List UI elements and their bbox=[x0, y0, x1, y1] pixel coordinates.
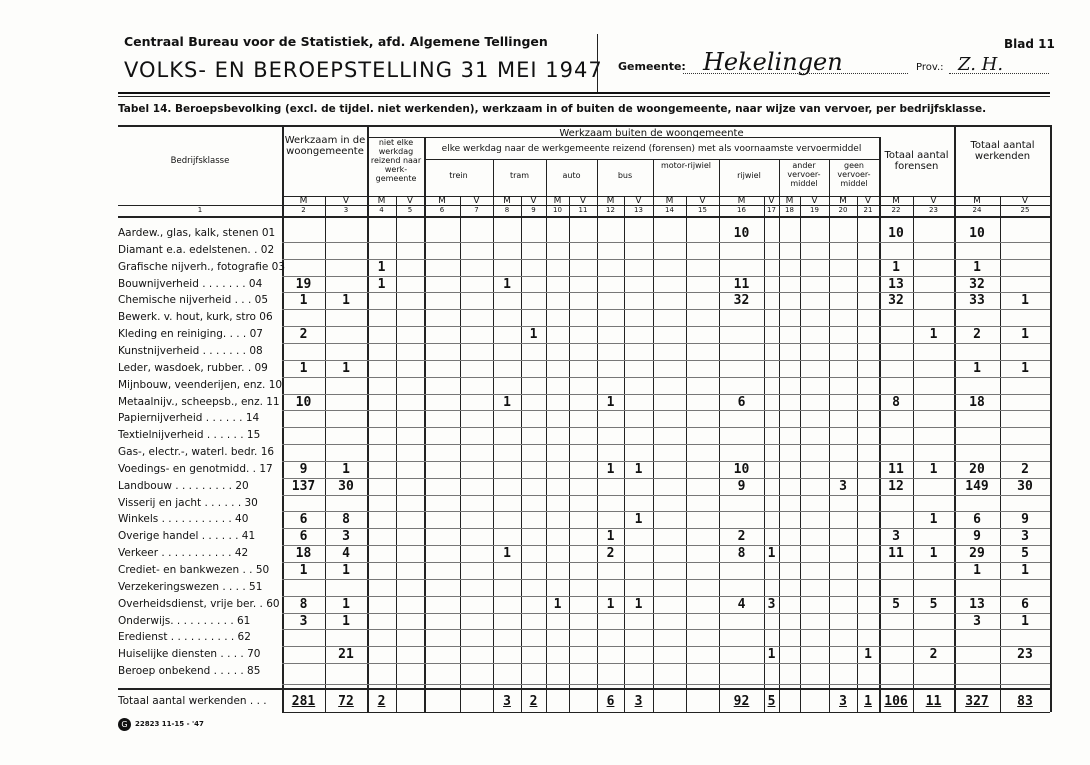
colnum: 20 bbox=[838, 206, 848, 214]
cell-value: 33 bbox=[969, 293, 985, 309]
row-label: Visserij en jacht . . . . . . 30 bbox=[118, 496, 258, 509]
total-value: 72 bbox=[338, 694, 354, 709]
header-m: M bbox=[438, 196, 446, 206]
row-label: Aardew., glas, kalk, stenen 01 bbox=[118, 227, 276, 239]
total-value: 83 bbox=[1017, 694, 1033, 709]
cell-value: 3 bbox=[892, 529, 900, 545]
row-label: Mijnbouw, veenderijen, enz. 10 bbox=[118, 378, 283, 391]
gemeente-label: Gemeente: bbox=[618, 60, 686, 73]
total-value: 3 bbox=[839, 694, 847, 709]
header-mode-geen: geen vervoer-middel bbox=[837, 161, 871, 188]
col-line bbox=[521, 196, 522, 712]
row-rule bbox=[282, 613, 1050, 614]
colnum: 15 bbox=[698, 206, 707, 214]
cell-value: 1 bbox=[1021, 327, 1029, 343]
row-rule bbox=[282, 579, 1050, 580]
header-mode-tram: tram bbox=[509, 171, 530, 180]
row-rule bbox=[282, 528, 1050, 529]
footer-logo: G bbox=[118, 718, 131, 731]
cell-value: 1 bbox=[606, 394, 615, 410]
cell-value: 1 bbox=[503, 394, 511, 410]
colnum: 12 bbox=[606, 206, 615, 214]
row-label: Diamant e.a. edelstenen. . 02 bbox=[118, 243, 275, 256]
header-divider bbox=[597, 34, 598, 92]
total-bottom-rule bbox=[282, 712, 1050, 713]
col-line bbox=[460, 196, 461, 712]
cell-value: 1 bbox=[299, 293, 308, 309]
header-m: M bbox=[785, 196, 794, 206]
cell-value: 1 bbox=[973, 360, 981, 376]
cell-value: 1 bbox=[377, 259, 386, 275]
cell-value: 10 bbox=[733, 226, 750, 241]
header-v: V bbox=[768, 196, 775, 206]
body-bottom-rule bbox=[282, 684, 1050, 685]
cell-value: 1 bbox=[864, 647, 872, 663]
gemeente-underline bbox=[683, 73, 908, 74]
total-value: 106 bbox=[884, 694, 908, 709]
cell-value: 1 bbox=[299, 563, 308, 578]
prov-value: Z. H. bbox=[958, 54, 1004, 75]
col-line bbox=[569, 196, 570, 712]
cell-value: 1 bbox=[892, 259, 900, 275]
row-label: Voedings- en genotmidd. . 17 bbox=[118, 462, 273, 475]
cell-value: 10 bbox=[969, 226, 985, 241]
row-label: Eredienst . . . . . . . . . . 62 bbox=[118, 631, 251, 644]
cell-value: 29 bbox=[969, 546, 985, 562]
header-m: M bbox=[606, 196, 615, 206]
cell-value: 9 bbox=[737, 478, 746, 494]
total-label: Totaal aantal werkenden . . . bbox=[118, 695, 267, 707]
cell-value: 1 bbox=[342, 461, 350, 477]
cell-value: 20 bbox=[969, 461, 985, 477]
cell-value: 1 bbox=[767, 546, 776, 562]
cell-value: 3 bbox=[839, 478, 847, 494]
row-rule bbox=[282, 663, 1050, 664]
colnum: 8 bbox=[504, 206, 510, 214]
row-label: Onderwijs. . . . . . . . . . 61 bbox=[118, 614, 251, 627]
row-label: Metaalnijv., scheepsb., enz. 11 bbox=[118, 395, 280, 408]
cell-value: 149 bbox=[965, 478, 989, 494]
cell-value: 4 bbox=[342, 546, 350, 562]
header-mode-motor: motor-rijwiel bbox=[660, 161, 712, 170]
cell-value: 1 bbox=[973, 563, 981, 578]
col-line bbox=[396, 196, 397, 712]
cell-value: 1 bbox=[503, 276, 511, 292]
header-v: V bbox=[579, 196, 587, 206]
form-title: VOLKS- EN BEROEPSTELLING 31 MEI 1947 bbox=[124, 58, 603, 82]
cell-value: 8 bbox=[299, 596, 308, 612]
cell-value: 1 bbox=[342, 596, 350, 612]
header-elke-werkdag: elke werkdag naar de werkgemeente reizend (forensen) met als voornaamste vervoermiddel bbox=[441, 144, 862, 154]
row-rule bbox=[282, 377, 1050, 378]
header-niet-elke: niet elke werkdag reizend naar werk-gemeente bbox=[370, 138, 422, 183]
cell-value: 137 bbox=[291, 478, 316, 494]
total-value: 1 bbox=[864, 694, 872, 709]
total-value: 281 bbox=[291, 694, 316, 709]
cell-value: 8 bbox=[342, 512, 350, 528]
row-label: Landbouw . . . . . . . . . 20 bbox=[118, 479, 249, 492]
col-line bbox=[282, 125, 284, 712]
gemeente-value: Hekelingen bbox=[703, 48, 843, 76]
cell-value: 2 bbox=[299, 327, 308, 343]
colnum: 17 bbox=[767, 206, 776, 214]
colnum: 7 bbox=[474, 206, 479, 214]
header-mode-bus: bus bbox=[617, 171, 633, 180]
row-label: Bewerk. v. hout, kurk, stro 06 bbox=[118, 311, 273, 324]
col-line bbox=[1000, 196, 1001, 712]
cell-value: 32 bbox=[969, 276, 985, 292]
cell-value: 1 bbox=[606, 461, 615, 477]
header-m: M bbox=[299, 196, 308, 206]
cell-value: 1 bbox=[634, 461, 643, 477]
colnum: 14 bbox=[665, 206, 674, 214]
colnum: 21 bbox=[863, 206, 873, 214]
cell-value: 6 bbox=[299, 512, 308, 528]
cell-value: 9 bbox=[973, 529, 981, 545]
total-value: 92 bbox=[733, 694, 750, 709]
blad-number: Blad 11 bbox=[1004, 37, 1055, 51]
cell-value: 1 bbox=[503, 546, 511, 562]
colnum: 5 bbox=[407, 206, 413, 214]
row-rule bbox=[282, 478, 1050, 479]
cell-value: 4 bbox=[737, 596, 746, 612]
cell-value: 2 bbox=[973, 327, 981, 343]
colnum: 18 bbox=[785, 206, 794, 214]
header-v: V bbox=[1021, 196, 1029, 206]
cell-value: 1 bbox=[342, 563, 350, 578]
row-label: Crediet- en bankwezen . . 50 bbox=[118, 564, 270, 576]
cell-value: 32 bbox=[888, 293, 904, 309]
col-line bbox=[325, 196, 326, 712]
cell-value: 6 bbox=[299, 529, 308, 545]
cell-value: 3 bbox=[1021, 529, 1029, 545]
row-label: Chemische nijverheid . . . 05 bbox=[118, 294, 269, 307]
col-line bbox=[424, 137, 426, 712]
cell-value: 1 bbox=[1021, 360, 1029, 376]
cell-value: 3 bbox=[342, 529, 350, 545]
cell-value: 1 bbox=[634, 512, 643, 528]
row-label: Grafische nijverh., fotografie 03 bbox=[118, 260, 286, 273]
colnum-bottom-rule bbox=[118, 216, 1050, 218]
header-v: V bbox=[473, 196, 480, 206]
header-m: M bbox=[737, 196, 746, 206]
cell-value: 8 bbox=[737, 546, 746, 562]
prov-underline bbox=[949, 73, 1049, 74]
col-line bbox=[1050, 125, 1052, 712]
row-label: Bouwnijverheid . . . . . . . 04 bbox=[118, 277, 263, 290]
col-line bbox=[857, 196, 858, 712]
row-rule bbox=[282, 394, 1050, 395]
cell-value: 1 bbox=[929, 546, 938, 562]
row-label: Kunstnijverheid . . . . . . . 08 bbox=[118, 344, 263, 357]
cell-value: 6 bbox=[737, 394, 746, 410]
header-bedrijfsklasse: Bedrijfsklasse bbox=[170, 156, 230, 166]
cell-value: 1 bbox=[377, 276, 386, 292]
total-value: 2 bbox=[377, 694, 386, 709]
header-totaal-werkenden: Totaal aantal werkenden bbox=[970, 140, 1035, 163]
row-label: Beroep onbekend . . . . . 85 bbox=[118, 665, 261, 678]
row-rule bbox=[282, 629, 1050, 630]
cell-value: 1 bbox=[973, 259, 981, 275]
colnum: 23 bbox=[929, 206, 938, 214]
header-v: V bbox=[635, 196, 642, 206]
row-rule bbox=[282, 495, 1050, 496]
cell-value: 1 bbox=[342, 293, 350, 309]
row-rule bbox=[282, 427, 1050, 428]
cell-value: 1 bbox=[634, 596, 643, 612]
header-m: M bbox=[553, 196, 562, 206]
total-value: 6 bbox=[606, 694, 615, 709]
row-label: Huiselijke diensten . . . . 70 bbox=[118, 648, 261, 661]
col-line bbox=[913, 196, 914, 712]
prov-label: Prov.: bbox=[916, 62, 944, 73]
row-label: Winkels . . . . . . . . . . . 40 bbox=[118, 513, 249, 526]
cell-value: 18 bbox=[969, 394, 985, 410]
row-rule bbox=[282, 444, 1050, 445]
colnum: 24 bbox=[972, 206, 982, 214]
row-rule bbox=[282, 242, 1050, 243]
header-m: M bbox=[503, 196, 511, 206]
header-v: V bbox=[530, 196, 537, 206]
header-mode-auto: auto bbox=[562, 171, 581, 180]
total-value: 2 bbox=[529, 694, 538, 709]
cell-value: 19 bbox=[295, 276, 312, 292]
row-label: Kleding en reiniging. . . . 07 bbox=[118, 328, 263, 341]
cell-value: 1 bbox=[529, 327, 538, 343]
total-top-rule bbox=[118, 688, 1050, 690]
cell-value: 1 bbox=[606, 596, 615, 612]
header-v: V bbox=[406, 196, 414, 206]
cell-value: 1 bbox=[767, 647, 776, 663]
table-top-rule bbox=[118, 125, 1050, 127]
footer-code: 22823 11-15 - '47 bbox=[135, 720, 204, 728]
cell-value: 1 bbox=[1021, 613, 1029, 629]
header-m: M bbox=[839, 196, 847, 206]
cell-value: 11 bbox=[888, 546, 904, 562]
cell-value: 9 bbox=[299, 461, 308, 477]
colnum: 2 bbox=[301, 206, 306, 214]
header-v: V bbox=[864, 196, 872, 206]
cell-value: 12 bbox=[888, 478, 904, 494]
cell-value: 30 bbox=[338, 478, 354, 494]
col-line bbox=[686, 196, 687, 712]
colnum: 1 bbox=[197, 206, 203, 214]
header-v: V bbox=[811, 196, 818, 206]
cell-value: 18 bbox=[295, 546, 312, 562]
colnum: 4 bbox=[379, 206, 384, 214]
colnum: 13 bbox=[634, 206, 643, 214]
row-label: Verzekeringswezen . . . . 51 bbox=[118, 580, 263, 593]
header-mode-ander: ander vervoer-middel bbox=[787, 161, 821, 188]
total-value: 3 bbox=[503, 694, 511, 709]
colnum: 19 bbox=[810, 206, 819, 214]
col-line bbox=[367, 125, 369, 712]
row-label: Verkeer . . . . . . . . . . . 42 bbox=[118, 547, 249, 560]
cell-value: 6 bbox=[973, 512, 981, 528]
cell-value: 1 bbox=[1021, 563, 1029, 578]
col-line bbox=[879, 137, 881, 712]
row-rule bbox=[282, 276, 1050, 277]
cell-value: 2 bbox=[606, 546, 615, 562]
header-v: V bbox=[699, 196, 706, 206]
row-rule bbox=[282, 309, 1050, 310]
colnum: 16 bbox=[737, 206, 746, 214]
total-value: 5 bbox=[767, 694, 776, 709]
row-label: Overige handel . . . . . . 41 bbox=[118, 530, 256, 543]
cell-value: 10 bbox=[733, 461, 750, 477]
total-value: 327 bbox=[965, 694, 989, 709]
cell-value: 1 bbox=[1021, 293, 1029, 309]
cell-value: 2 bbox=[737, 529, 746, 545]
cell-value: 32 bbox=[733, 293, 750, 309]
cell-value: 11 bbox=[733, 276, 750, 292]
cell-value: 2 bbox=[929, 647, 938, 663]
row-rule bbox=[282, 562, 1050, 563]
row-label: Leder, wasdoek, rubber. . 09 bbox=[118, 361, 268, 374]
cell-value: 3 bbox=[973, 613, 981, 629]
cell-value: 6 bbox=[1021, 596, 1029, 612]
cell-value: 3 bbox=[299, 613, 308, 629]
cell-value: 1 bbox=[929, 327, 938, 343]
row-rule bbox=[282, 360, 1050, 361]
row-label: Overheidsdienst, vrije ber. . 60 bbox=[118, 597, 280, 610]
cell-value: 1 bbox=[342, 613, 350, 629]
header-werkzaam-buiten: Werkzaam buiten de woongemeente bbox=[559, 128, 744, 139]
cell-value: 5 bbox=[892, 596, 900, 612]
header-m: M bbox=[377, 196, 386, 206]
header-totaal-forensen: Totaal aantal forensen bbox=[884, 150, 949, 173]
colnum: 9 bbox=[531, 206, 536, 214]
cell-value: 10 bbox=[888, 226, 904, 241]
header-v: V bbox=[930, 196, 937, 206]
cell-value: 23 bbox=[1017, 647, 1033, 663]
bureau-line: Centraal Bureau voor de Statistiek, afd. Algemene Tellingen bbox=[124, 34, 548, 49]
cell-value: 21 bbox=[338, 647, 354, 663]
cell-value: 3 bbox=[767, 596, 776, 612]
row-rule bbox=[282, 343, 1050, 344]
header-mode-trein: trein bbox=[449, 171, 468, 180]
row-rule bbox=[282, 259, 1050, 260]
total-value: 3 bbox=[634, 694, 643, 709]
cell-value: 1 bbox=[342, 360, 350, 376]
cell-value: 13 bbox=[888, 276, 904, 292]
cell-value: 5 bbox=[1021, 546, 1029, 562]
cell-value: 1 bbox=[929, 461, 938, 477]
header-m: M bbox=[892, 196, 900, 206]
col-line bbox=[954, 125, 956, 712]
header-rule-1 bbox=[118, 92, 1050, 94]
cell-value: 10 bbox=[295, 394, 312, 410]
header-m: M bbox=[973, 196, 981, 206]
colnum: 6 bbox=[439, 206, 445, 214]
header-werkzaam-in: Werkzaam in de woongemeente bbox=[284, 135, 366, 158]
cell-value: 9 bbox=[1021, 512, 1029, 528]
row-label: Papiernijverheid . . . . . . 14 bbox=[118, 412, 260, 425]
cell-value: 13 bbox=[969, 596, 985, 612]
row-rule bbox=[282, 292, 1050, 293]
cell-value: 30 bbox=[1017, 478, 1033, 494]
col-line bbox=[800, 196, 801, 712]
cell-value: 5 bbox=[929, 596, 938, 612]
cell-value: 1 bbox=[299, 360, 308, 376]
header-v: V bbox=[342, 196, 350, 206]
colnum: 3 bbox=[343, 206, 349, 214]
colnum: 10 bbox=[553, 206, 562, 214]
colnum: 11 bbox=[578, 206, 588, 214]
cell-value: 2 bbox=[1021, 461, 1029, 477]
header-m: M bbox=[665, 196, 674, 206]
row-label: Textielnijverheid . . . . . . 15 bbox=[118, 429, 261, 442]
colnum: 22 bbox=[891, 206, 901, 214]
tabel-title: Tabel 14. Beroepsbevolking (excl. de tijdel. niet werkenden), werkzaam in of buiten de woongemeente, naar wijze van vervoer, per bedrijfsklasse. bbox=[118, 103, 987, 115]
row-label: Gas-, electr.-, waterl. bedr. 16 bbox=[118, 446, 275, 459]
cell-value: 8 bbox=[892, 394, 900, 410]
col-line bbox=[624, 196, 625, 712]
total-value: 11 bbox=[925, 694, 942, 709]
header-rule-2 bbox=[118, 96, 1050, 97]
cell-value: 1 bbox=[606, 529, 615, 545]
header-mode-rijwiel: rijwiel bbox=[737, 171, 761, 180]
cell-value: 1 bbox=[929, 512, 938, 528]
colnum: 25 bbox=[1020, 206, 1030, 214]
cell-value: 11 bbox=[888, 461, 904, 477]
cell-value: 1 bbox=[553, 596, 562, 612]
col-line bbox=[764, 196, 765, 712]
row-rule bbox=[282, 410, 1050, 411]
